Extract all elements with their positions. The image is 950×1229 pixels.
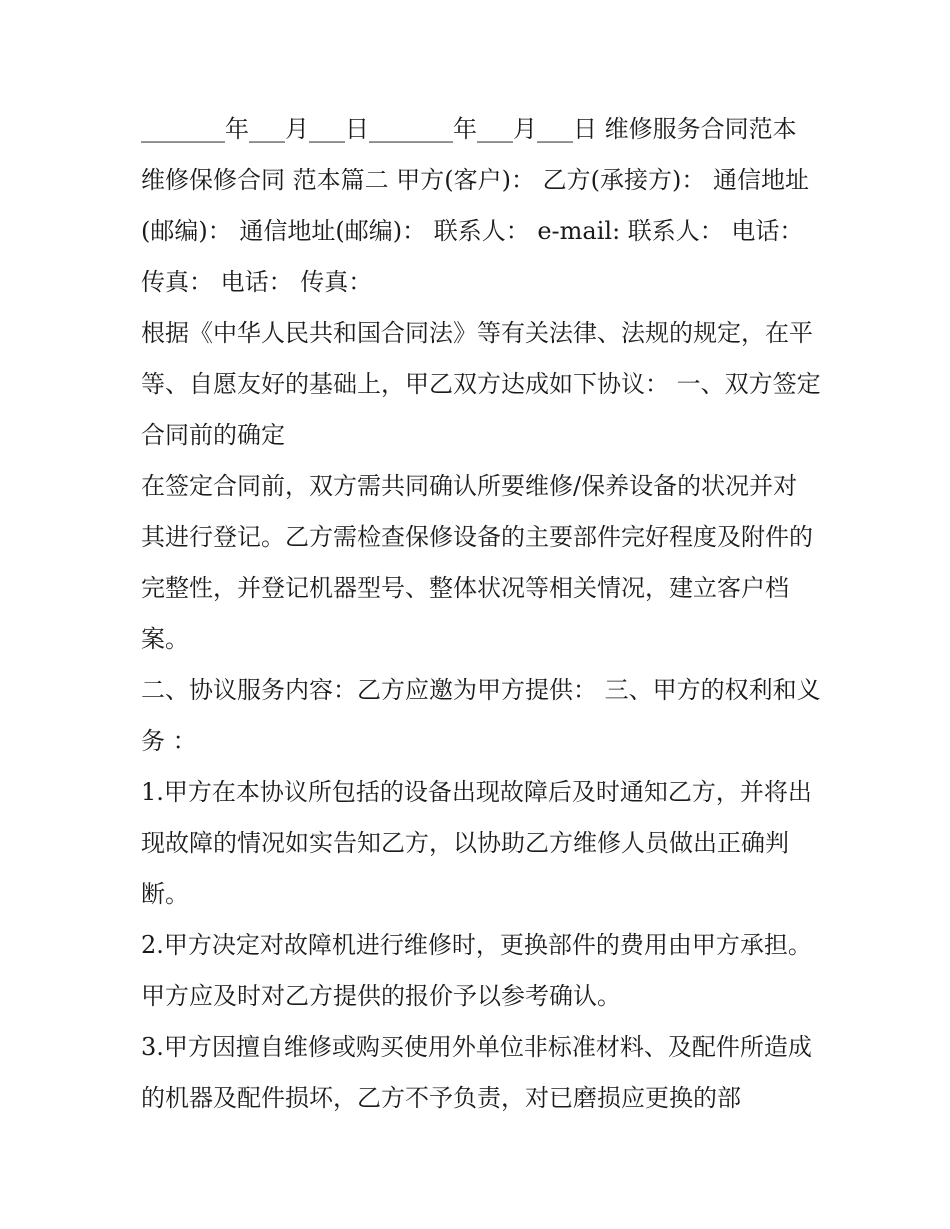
clause-1-paragraph: 1.甲方在本协议所包括的设备出现故障后及时通知乙方，并将出现故障的情况如实告知乙方，以协助乙方维修人员做出正确判断。 [141, 778, 812, 908]
section-2-3-heading-paragraph: 二、协议服务内容：乙方应邀为甲方提供： 三、甲方的权利和义务 ： [141, 676, 821, 755]
clause-3-paragraph: 3.甲方因擅自维修或购买使用外单位非标准材料、及配件所造成的机器及配件损坏，乙方不予负责，对已磨损应更换的部 [141, 1033, 812, 1112]
preamble-paragraph: 根据《中华人民共和国合同法》等有关法律、法规的规定，在平等、自愿友好的基础上，甲乙双方达成如下协议： 一、双方签定合同前的确定 [141, 319, 821, 449]
clause-2-paragraph: 2.甲方决定对故障机进行维修时，更换部件的费用由甲方承担。甲方应及时对乙方提供的报价予以参考确认。 [141, 931, 812, 1010]
contract-header-paragraph: _______年___月___日_______年___月___日 维修服务合同范本 维修保修合同 范本篇二 甲方(客户)： 乙方(承接方)： 通信地址(邮编)： 通信地址(邮编)： 联系人： e-mail: 联系人： 电话： 传真： 电话： 传真： [141, 115, 809, 296]
section-1-paragraph: 在签定合同前，双方需共同确认所要维修/保养设备的状况并对其进行登记。乙方需检查保修设备的主要部件完好程度及附件的完整性，并登记机器型号、整体状况等相关情况，建立客户档案。 [141, 472, 813, 653]
document-body [141, 104, 821, 1124]
